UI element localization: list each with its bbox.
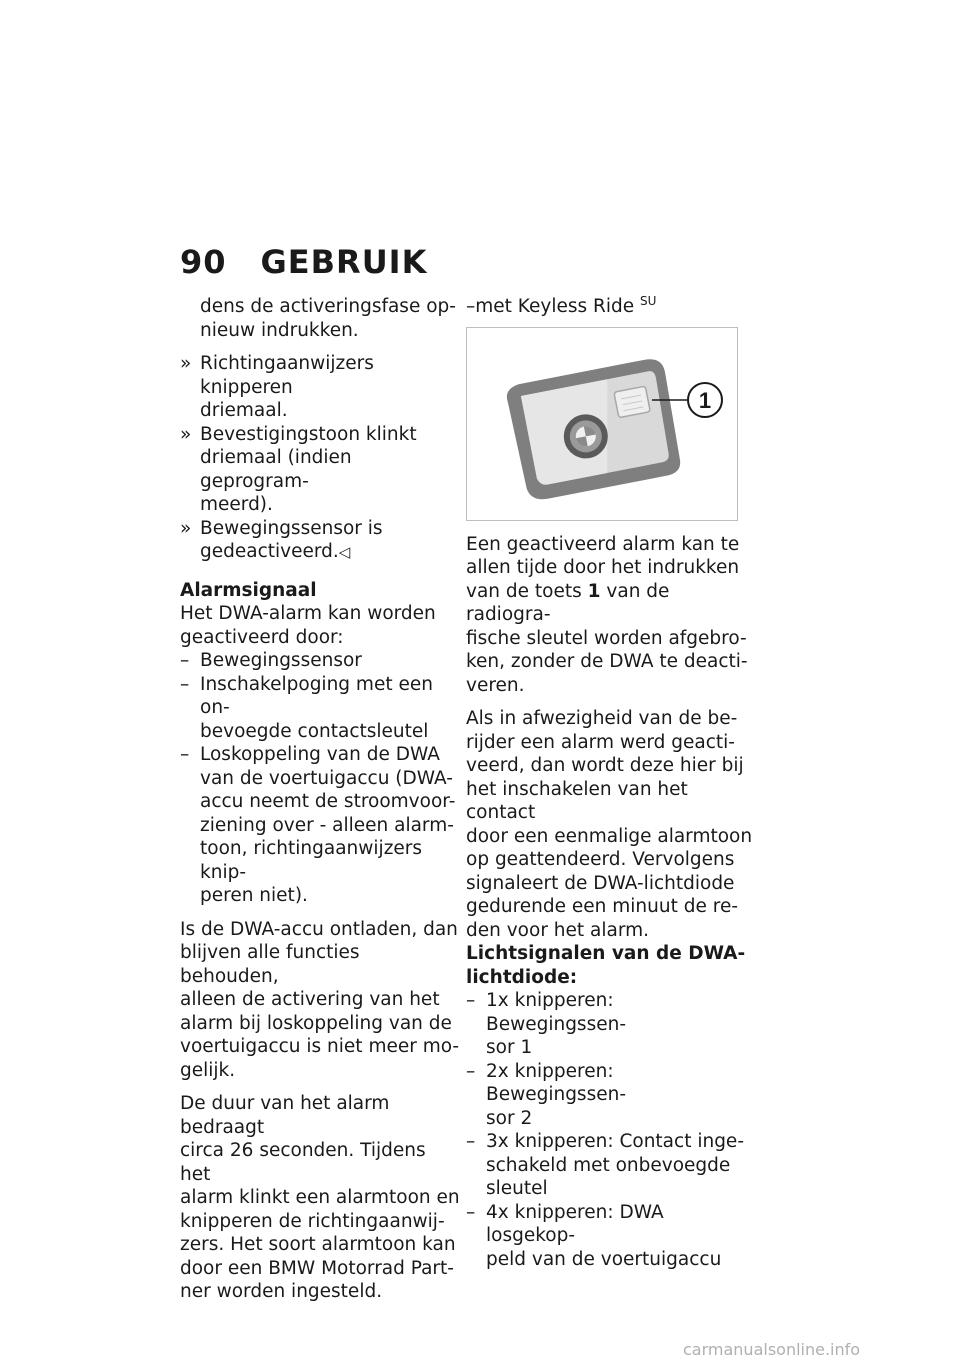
paragraph: De duur van het alarm bedraagt circa 26 seconden. Tijdens het alarm klinkt een alarmtoon en knipperen de richtingaanwij- zers. Het soort alarmtoon kan door een BMW Motorrad Part- ner worden ingesteld. <box>180 1093 460 1302</box>
paragraph: Is de DWA-accu ontladen, dan blijven alle functies behouden, alleen de activering van het alarm bij loskoppeling van de voertuigaccu is niet meer mo- gelijk. <box>180 918 460 1081</box>
list-item: – 2x knipperen: Bewegingssen- sor 2 <box>466 1060 626 1129</box>
keyless-ride-label: –met Keyless Ride $^{SU}$ <box>466 293 657 317</box>
callout-number: 1 <box>698 387 712 413</box>
key-fob-illustration <box>467 328 737 520</box>
watermark: carmanualsonline.info <box>683 1340 861 1359</box>
end-of-section-icon: ◁ <box>338 543 351 561</box>
button-reference: 1 <box>587 580 601 602</box>
result-item: » Richtingaanwijzers knipperen driemaal. <box>180 353 374 421</box>
page-number: 90 <box>180 243 227 281</box>
alarm-intro: Het DWA-alarm kan worden geactiveerd door: <box>180 603 436 648</box>
result-item: » Bevestigingstoon klinkt driemaal (indien geprogram- meerd). <box>180 423 417 515</box>
result-marker: » <box>180 353 192 374</box>
right-column <box>466 295 756 1271</box>
list-item: – Bewegingssensor <box>180 650 362 671</box>
result-marker: » <box>180 423 192 445</box>
key-fob-figure <box>466 327 738 521</box>
left-column <box>180 295 460 1314</box>
light-signals-heading: Lichtsignalen van de DWA- lichtdiode: <box>466 943 746 988</box>
paragraph: Een geactiveerd alarm kan te allen tijde door het indrukken van de toets 1 van de radiogra- fische sleutel worden afgebro- ken, zonder de DWA te deacti- veren. <box>466 533 748 696</box>
list-item: – 3x knipperen: Contact inge- schakeld met onbevoegde sleutel <box>466 1131 744 1199</box>
list-item: – 4x knipperen: DWA losgekop- peld van de voertuigaccu <box>466 1201 722 1270</box>
paragraph: Als in afwezigheid van de be- rijder een alarm werd geacti- veerd, dan wordt deze hier bij het inschakelen van het contact door een eenmalige alarmtoon op geattendeerd. Vervolgens signaleert de DWA-lichtdiode gedurende een minuut de re- den voor het alarm. <box>466 708 753 941</box>
continued-text: dens de activeringsfase op- nieuw indrukken. <box>200 296 456 341</box>
list-item: – Loskoppeling van de DWA van de voertuigaccu (DWA- accu neemt de stroomvoor- ziening over - alleen alarm- toon, richtingaanwijzers knip- peren niet). <box>180 744 456 906</box>
list-item: – Inschakelpoging met een on- bevoegde contactsleutel <box>180 673 433 742</box>
option-superscript: SU <box>640 293 657 308</box>
result-item: » Bewegingssensor is gedeactiveerd.◁ <box>180 517 383 562</box>
page-header <box>180 243 427 281</box>
alarm-button <box>614 386 650 418</box>
alarm-heading: Alarmsignaal <box>180 579 317 601</box>
result-marker: » <box>180 517 192 539</box>
section-title: GEBRUIK <box>260 243 428 281</box>
list-item: – 1x knipperen: Bewegingssen- sor 1 <box>466 990 626 1058</box>
